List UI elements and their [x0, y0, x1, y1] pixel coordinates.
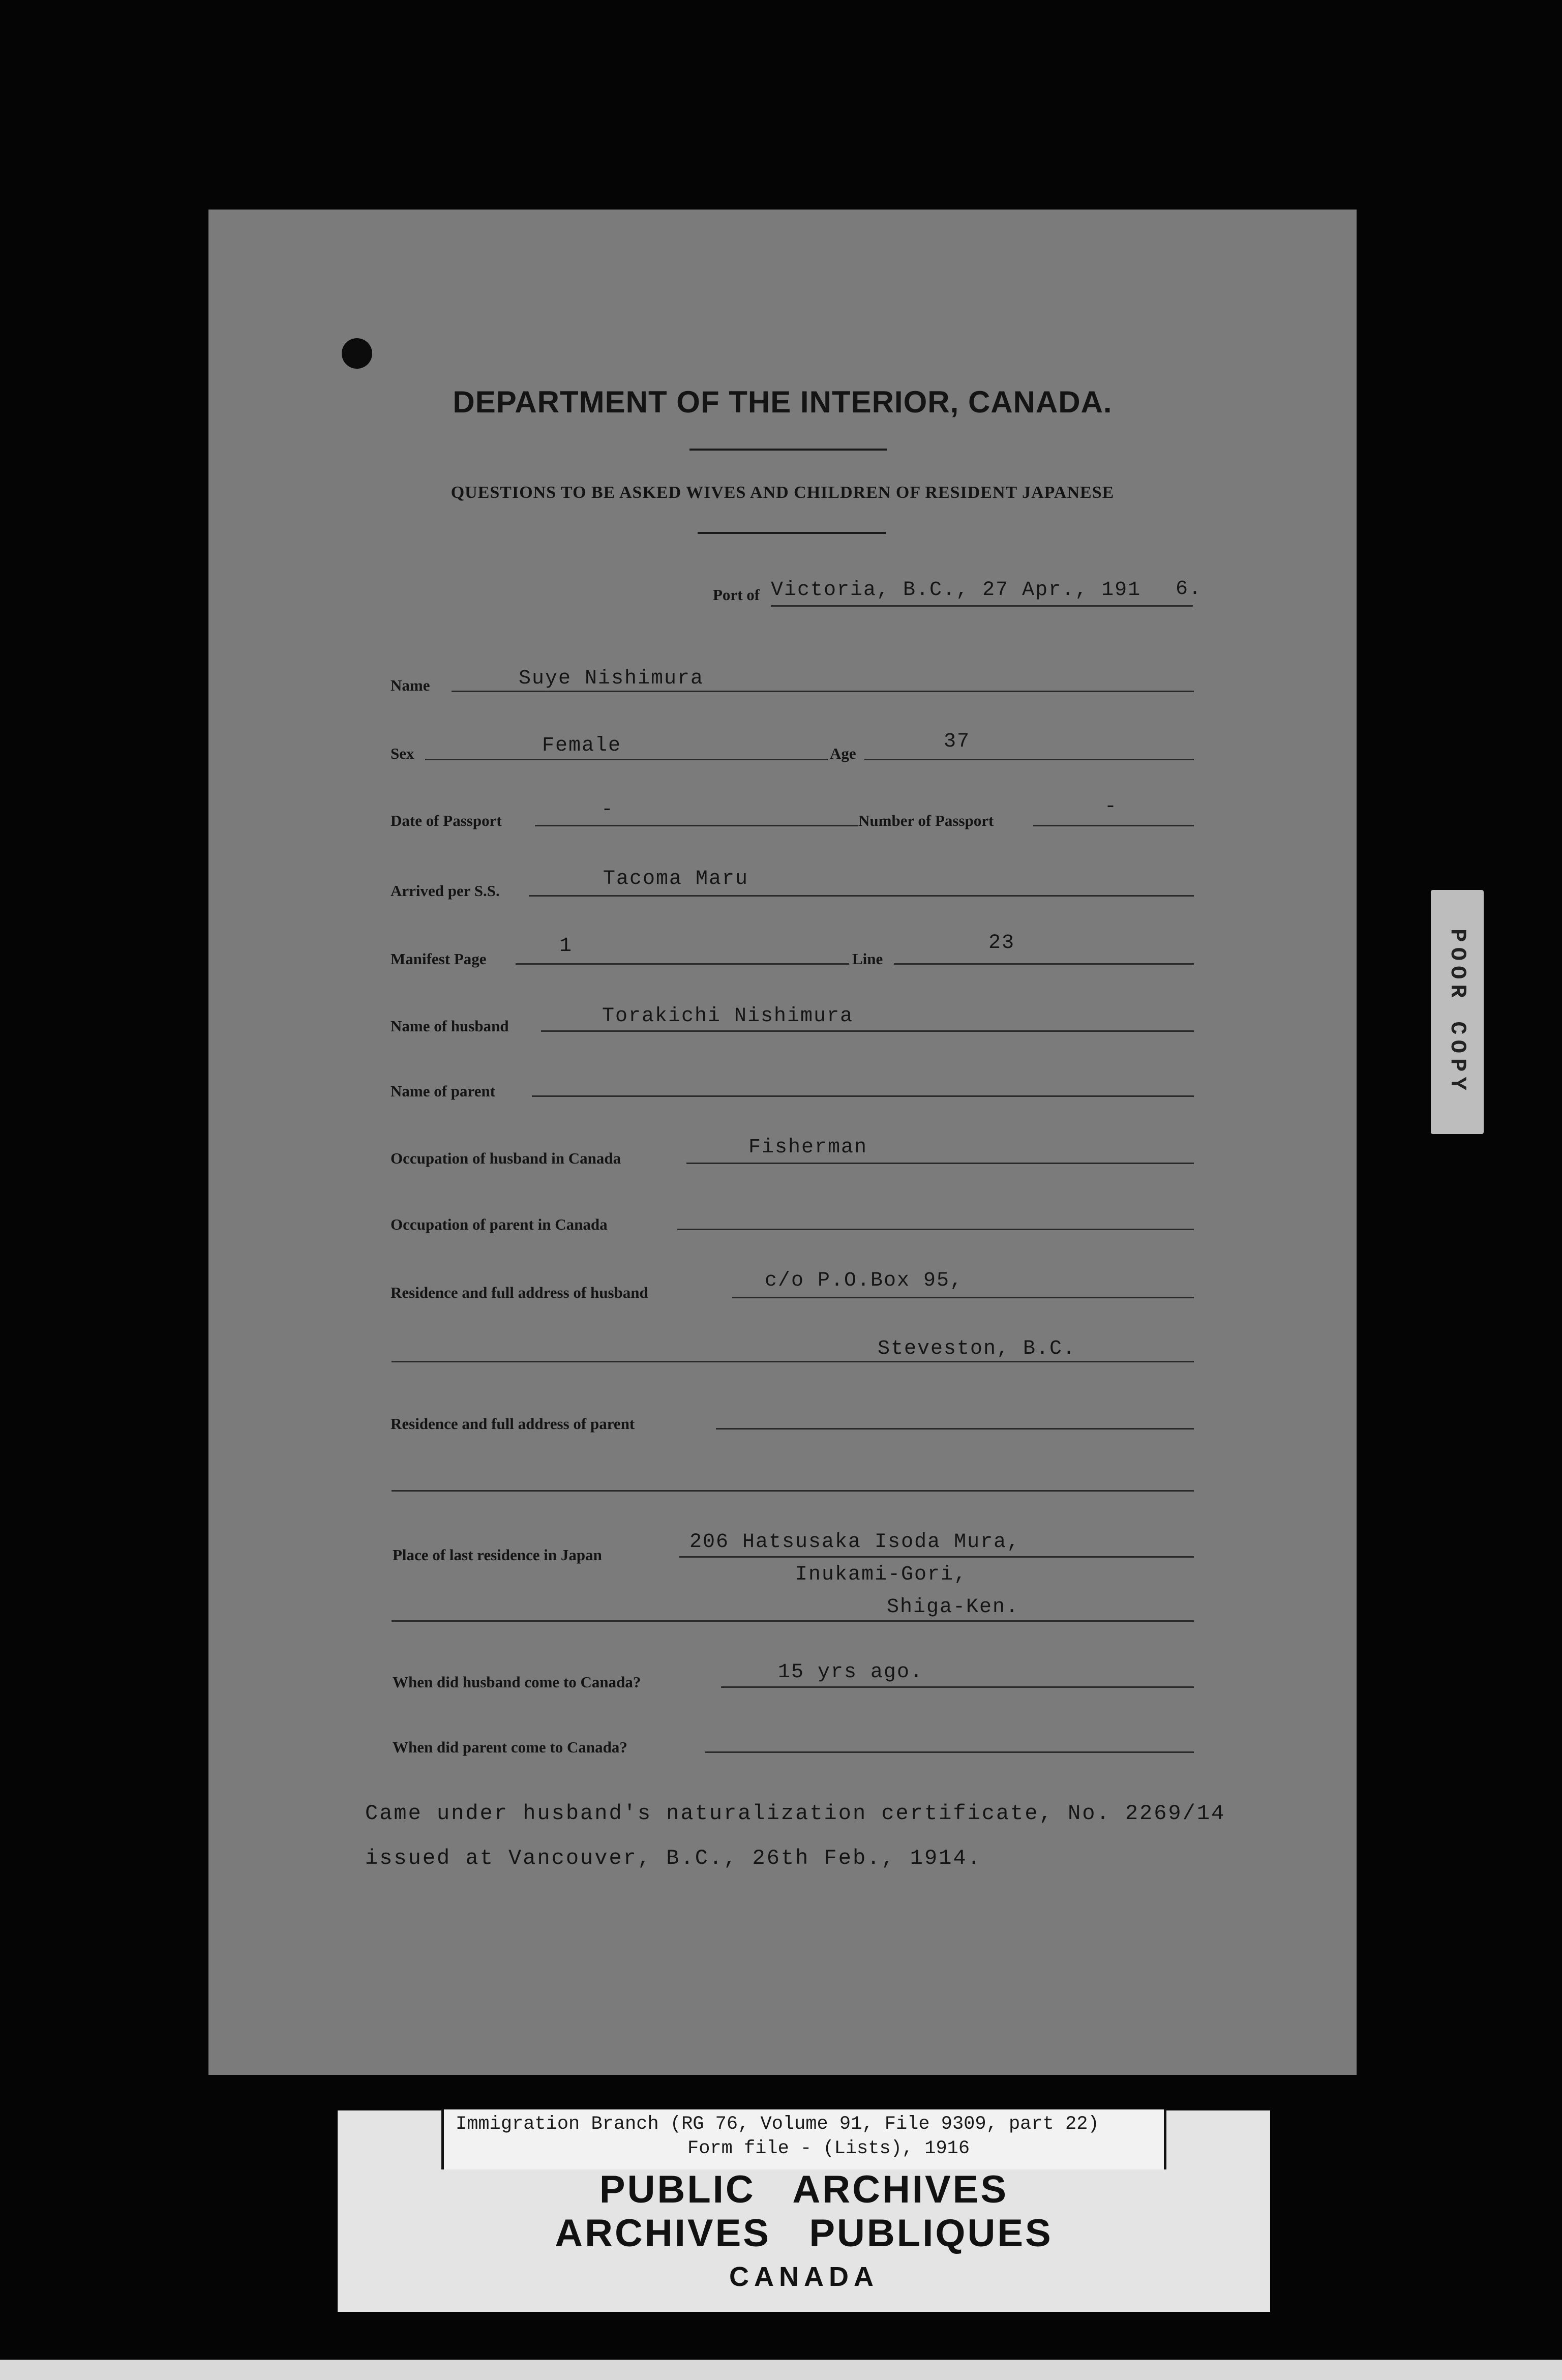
poor-copy-text: POOR COPY	[1445, 929, 1470, 1095]
japan-value-1: 206 Hatsusaka Isoda Mura,	[689, 1531, 1020, 1554]
port-line	[771, 605, 1193, 607]
number-passport-label: Number of Passport	[858, 812, 994, 829]
res-parent-label: Residence and full address of parent	[390, 1415, 635, 1433]
japan-value-2: Inukami-Gori,	[795, 1563, 968, 1586]
manifest-value: 1	[559, 935, 573, 958]
arrived-value: Tacoma Maru	[603, 868, 749, 890]
form-subtitle: QUESTIONS TO BE ASKED WIVES AND CHILDREN OF RESIDENT JAPANESE	[450, 483, 1115, 502]
occ-parent-label: Occupation of parent in Canada	[390, 1215, 608, 1233]
name-label: Name	[390, 676, 430, 694]
manifest-line	[516, 963, 849, 965]
title-rule	[689, 449, 887, 451]
japan-line-2	[392, 1620, 1194, 1622]
punch-hole	[342, 338, 372, 369]
date-passport-label: Date of Passport	[390, 812, 502, 829]
line-label: Line	[852, 950, 883, 968]
sex-line	[425, 759, 828, 760]
occ-husband-label: Occupation of husband in Canada	[390, 1149, 621, 1167]
sex-value: Female	[542, 734, 622, 757]
date-passport-line	[535, 825, 858, 826]
japan-label: Place of last residence in Japan	[393, 1546, 602, 1564]
res-husband-line-2	[392, 1361, 1194, 1362]
age-line	[864, 759, 1194, 760]
occ-husband-line	[686, 1163, 1194, 1164]
parent-line	[532, 1095, 1194, 1097]
line-line	[894, 963, 1194, 965]
bottom-edge-band	[0, 2360, 1562, 2380]
archive-name-fr: ARCHIVES PUBLIQUES	[555, 2212, 1053, 2255]
name-value: Suye Nishimura	[519, 667, 704, 690]
parent-came-line	[705, 1751, 1194, 1753]
naturalization-note-line-1: Came under husband's naturalization certificate, No. 2269/14	[365, 1801, 1226, 1826]
naturalization-note-line-2: issued at Vancouver, B.C., 26th Feb., 1914.	[365, 1846, 982, 1870]
manifest-label: Manifest Page	[390, 950, 487, 968]
number-passport-line	[1033, 825, 1194, 826]
occ-husband-value: Fisherman	[748, 1136, 868, 1159]
age-label: Age	[830, 745, 856, 762]
res-husband-line-1	[732, 1297, 1194, 1298]
arrived-label: Arrived per S.S.	[390, 882, 500, 900]
number-passport-value: -	[1104, 795, 1118, 818]
husband-line	[541, 1030, 1194, 1032]
sex-label: Sex	[390, 745, 414, 762]
parent-came-label: When did parent come to Canada?	[393, 1738, 627, 1756]
japan-line-1	[679, 1556, 1194, 1558]
husband-value: Torakichi Nishimura	[602, 1005, 854, 1028]
name-line	[452, 691, 1194, 692]
archive-ref-line-1: Immigration Branch (RG 76, Volume 91, File 9309, part 22)	[456, 2114, 1099, 2135]
res-husband-label: Residence and full address of husband	[390, 1284, 648, 1301]
subtitle-rule	[698, 532, 886, 534]
husband-came-label: When did husband come to Canada?	[393, 1673, 641, 1691]
date-passport-value: -	[601, 798, 615, 821]
husband-label: Name of husband	[390, 1017, 509, 1035]
poor-copy-stamp	[1431, 890, 1484, 1134]
port-label: Port of	[713, 586, 760, 604]
age-value: 37	[944, 730, 971, 753]
husband-came-line	[721, 1686, 1194, 1688]
archive-country: CANADA	[729, 2262, 879, 2292]
res-husband-value-2: Steveston, B.C.	[878, 1337, 1076, 1360]
line-value: 23	[988, 932, 1015, 955]
archive-ref-line-2: Form file - (Lists), 1916	[687, 2138, 970, 2159]
husband-came-value: 15 yrs ago.	[778, 1661, 924, 1684]
res-parent-line-2	[392, 1490, 1194, 1492]
department-title: DEPARTMENT OF THE INTERIOR, CANADA.	[453, 385, 1113, 419]
port-value: Victoria, B.C., 27 Apr., 191	[771, 579, 1142, 602]
parent-label: Name of parent	[390, 1082, 496, 1100]
year-digit: 6.	[1176, 578, 1203, 601]
arrived-line	[529, 895, 1194, 897]
occ-parent-line	[677, 1229, 1194, 1230]
res-parent-line-1	[716, 1428, 1194, 1430]
archive-name-en: PUBLIC ARCHIVES	[599, 2168, 1009, 2211]
japan-value-3: Shiga-Ken.	[887, 1596, 1019, 1619]
res-husband-value-1: c/o P.O.Box 95,	[765, 1269, 964, 1292]
